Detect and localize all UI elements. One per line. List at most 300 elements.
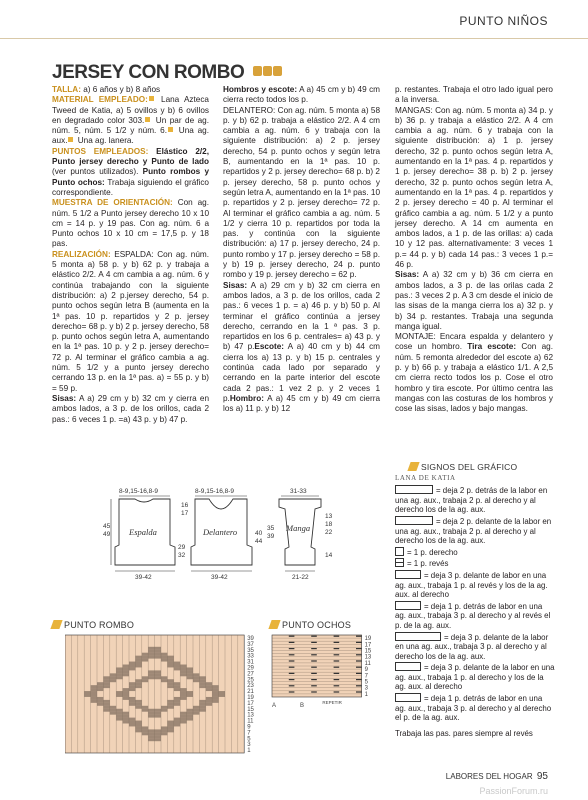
rombo-cell (142, 676, 148, 679)
rombo-cell (155, 715, 161, 718)
garment-schematics (97, 485, 377, 581)
delantero-right-a: 40 (255, 530, 263, 537)
rombo-cell (180, 667, 186, 670)
tira-label: Tira escote: (461, 342, 517, 352)
rombo-cell (135, 721, 141, 724)
rombo-cell (180, 712, 186, 715)
rombo-cell (91, 685, 97, 688)
rombo-cell (161, 659, 167, 662)
rombo-row-number: 5 (247, 736, 251, 743)
rombo-cell (206, 700, 212, 703)
rombo-cell (219, 694, 225, 697)
ochos-row-number: 1 (364, 691, 368, 698)
rombo-cell (135, 726, 141, 729)
rombo-cell (167, 729, 173, 732)
rombo-cell (84, 691, 90, 694)
rombo-cell (206, 703, 212, 706)
ochos-repeat-label: REPETIR (322, 700, 342, 705)
rombo-cell (187, 676, 193, 679)
legend-item: = deja 3 p. delante de la labor en una ag. aux., trabaja 1 p. al derecho y los de la ag. aux. al derecho (395, 663, 555, 692)
rombo-cell (199, 709, 205, 712)
rombo-cell (123, 688, 129, 691)
ochos-purl-mark (334, 685, 340, 686)
rombo-cell (187, 673, 193, 676)
cross-back-1-3-knit-icon (395, 693, 421, 702)
rombo-cell (116, 667, 122, 670)
rombo-cell (187, 670, 193, 673)
rombo-chart-title: PUNTO ROMBO (64, 620, 135, 630)
legend-item: = deja 2 p. detrás de la labor en una ag. aux., trabaja 2 p. al derecho y al derecho los de la ag. aux. (395, 486, 548, 515)
ochos-purl-mark (334, 667, 340, 668)
rombo-cell (193, 679, 199, 682)
rombo-cell (161, 729, 167, 732)
muestra-text: Con ag. núm. 5 1/2 a Punto jersey derecho 10 x 10 cm = 14 p. y 19 pas. Con ag. núm. 6 a Punto ochos 10 x 10 cm = 17,5 p. y 18 pas. (52, 198, 210, 249)
ochos-purl-mark (356, 667, 362, 668)
manga-top-measure: 31-33 (290, 488, 307, 495)
legend-item: = deja 3 p. delante de la labor en una ag. aux., trabaja 3 p. al derecho y al derecho los de la ag. aux. (395, 632, 549, 661)
rombo-cell (116, 673, 122, 676)
ochos-purl-mark (289, 648, 295, 649)
ochos-purl-mark (334, 642, 340, 643)
rombo-row-number: 27 (247, 671, 254, 678)
espalda-right-b: 32 (178, 552, 186, 559)
rombo-cell (155, 670, 161, 673)
ochos-row-number: 3 (364, 685, 368, 692)
rombo-row-number: 23 (247, 683, 254, 690)
col3-text-1: p. restantes. Trabaja el otro lado igual pero a la inversa. (395, 85, 553, 105)
rombo-cell (123, 673, 129, 676)
rombo-cell (129, 682, 135, 685)
legend-item: = deja 1 p. detrás de labor en una ag. aux., trabaja 3 p. al derecho y al derecho el p. de la ag. aux. (395, 694, 552, 723)
sisas-text: A a) 29 cm y b) 32 cm y cierra en ambos lados, a 3 p. de los orillos, cada 2 pas.: 6 veces 1 p. =a) 43 p. y b) 47 p. (52, 393, 209, 424)
rombo-cell (110, 709, 116, 712)
rombo-cell (167, 724, 173, 727)
rombo-row-number: 29 (247, 665, 254, 672)
rombo-cell (155, 656, 161, 659)
legend-item: = deja 1 p. detrás de labor en una ag. aux., trabaja 3 p. al derecho y al revés el p. de la ag. aux. (395, 601, 551, 630)
pencil-icon (268, 620, 280, 629)
rombo-cell (91, 691, 97, 694)
ochos-purl-mark (356, 685, 362, 686)
rombo-row-number: 13 (247, 712, 254, 719)
rombo-cell (148, 676, 154, 679)
ochos-purl-mark (356, 691, 362, 692)
rombo-cell (142, 709, 148, 712)
rombo-cell (129, 685, 135, 688)
manga-right-a: 13 (325, 513, 333, 520)
rombo-cell (155, 738, 161, 741)
realizacion-text: ESPALDA: Con ag. núm. 5 monta a) 58 p. y b) 62 p. y trabaja a elástico 2/2. A 4 cm cambia a ag. núm. 6 y continúa trabajando con la siguiente distribución: a) 2 p.jersey derecho, 54 p. punto ochos según letra B (aumenta en la 1ª pas. 10 p. repartidos y 2 p. jersey derecho= 68 p. y b) 2 p. jersey derecho, 58 p. punto ochos según letra A, aumentando en la 1ª pas. 10 p. y 2 p. jersey derecho= 72 p. Al terminar el gráfico cambia a ag. núm. 5 1/2 y a punto jersey derecho cerrando 13 p. en la 1ª pas. a) = 55 p. y b) = 59 p. (52, 249, 209, 393)
rombo-cell (142, 659, 148, 662)
rombo-cell (142, 706, 148, 709)
rombo-cell (148, 673, 154, 676)
signos-subtitle: LANA DE KATIA (395, 473, 456, 482)
rombo-cell (180, 715, 186, 718)
ochos-purl-mark (334, 654, 340, 655)
rombo-cell (167, 659, 173, 662)
rombo-cell (174, 665, 180, 668)
pencil-icon (50, 620, 62, 629)
rombo-cell (129, 721, 135, 724)
rombo-cell (142, 656, 148, 659)
puntos-label: PUNTOS EMPLEADOS: (52, 146, 149, 156)
montaje-text: MONTAJE: Encara espalda y delantero y cose un hombro. (395, 332, 553, 352)
rombo-cell (206, 682, 212, 685)
rombo-cell (135, 679, 141, 682)
rombo-cell (135, 703, 141, 706)
puntos-text-2: Trabaja siguiendo el gráfico correspondiente. (52, 177, 209, 197)
ochos-row-number: 9 (364, 667, 368, 674)
section-tag: PUNTO NIÑOS (459, 14, 548, 28)
rombo-cell (167, 706, 173, 709)
rombo-cell (129, 688, 135, 691)
rombo-cell (174, 662, 180, 665)
page-title: JERSEY CON ROMBO (52, 62, 245, 83)
rombo-cell (167, 721, 173, 724)
cable-front-2-icon (395, 516, 433, 525)
rombo-cell (116, 694, 122, 697)
signos-title: SIGNOS DEL GRÁFICO (421, 462, 518, 472)
ochos-purl-mark (289, 673, 295, 674)
rombo-cell (103, 676, 109, 679)
rombo-cell (148, 715, 154, 718)
legend-item: = deja 3 p. delante de labor en una ag. aux., trabaja 1 p. al revés y los de la ag. aux. al derecho (395, 570, 548, 600)
rombo-cell (103, 709, 109, 712)
ochos-purl-mark (311, 685, 317, 686)
ochos-grid (270, 633, 390, 723)
ochos-purl-mark (311, 648, 317, 649)
cable-front-3-icon (395, 632, 441, 641)
rombo-cell (123, 718, 129, 721)
page-footer (446, 771, 548, 782)
rombo-cell (135, 659, 141, 662)
rombo-cell (103, 700, 109, 703)
pencil-icon (407, 462, 419, 471)
column-2 (223, 85, 380, 415)
escote-label: Escote: (254, 342, 284, 352)
rombo-cell (174, 700, 180, 703)
rombo-cell (161, 706, 167, 709)
puntos-text-1: (ver puntos utilizados). (52, 167, 139, 177)
bullet-icon (68, 137, 73, 142)
ochos-purl-mark (311, 691, 317, 692)
rombo-cell (167, 679, 173, 682)
ochos-row-number: 13 (364, 654, 372, 661)
rombo-cell (142, 726, 148, 729)
legend-item: = 1 p. revés (395, 558, 555, 569)
rombo-cell (199, 703, 205, 706)
rombo-cell (161, 709, 167, 712)
ochos-chart (270, 633, 390, 728)
rombo-cell (116, 715, 122, 718)
rombo-cell (123, 670, 129, 673)
rombo-cell (219, 691, 225, 694)
material-text-3: Una ag. aux. (52, 126, 210, 146)
espalda-left-a: 45 (103, 523, 111, 530)
sisas-label: Sisas: (395, 270, 420, 280)
ochos-purl-mark (289, 636, 295, 637)
rombo-cell (116, 691, 122, 694)
rombo-cell (167, 700, 173, 703)
rombo-cell (103, 682, 109, 685)
rombo-cell (148, 656, 154, 659)
rombo-cell (91, 697, 97, 700)
hombro-text: A a) 45 cm y b) 49 cm cierra los a) 11 p. y b) 12 (223, 393, 380, 414)
rombo-cell (110, 676, 116, 679)
rombo-cell (148, 650, 154, 653)
rombo-cell (110, 712, 116, 715)
rombo-cell (123, 694, 129, 697)
ochos-purl-mark (311, 679, 317, 680)
rombo-grid (65, 633, 265, 758)
rombo-row-number: 7 (247, 730, 251, 737)
rombo-cell (103, 679, 109, 682)
rombo-cell (174, 685, 180, 688)
rombo-cell (187, 715, 193, 718)
ochos-purl-mark (356, 642, 362, 643)
column-1 (52, 85, 209, 425)
puntos-bold-1: Elástico 2/2, Punto jersey derecho y Punto de lado (52, 146, 209, 167)
rombo-cell (187, 694, 193, 697)
cross-front-3-1-icon (395, 570, 421, 579)
rombo-cell (206, 688, 212, 691)
signos-legend (395, 462, 555, 738)
delantero-left-a: 16 (181, 502, 189, 509)
cross-back-1-3-icon (395, 601, 421, 610)
rombo-cell (180, 670, 186, 673)
ochos-purl-mark (356, 679, 362, 680)
rombo-cell (193, 673, 199, 676)
rombo-cell (142, 729, 148, 732)
delantero-left-b: 17 (181, 510, 189, 517)
rombo-cell (187, 691, 193, 694)
ochos-row-number: 17 (364, 642, 372, 649)
rombo-cell (129, 662, 135, 665)
rombo-cell (155, 673, 161, 676)
hombros-text: A a) 45 cm y b) 49 cm cierra recto todos los p. (223, 85, 380, 105)
rombo-cell (116, 712, 122, 715)
rombo-cell (155, 735, 161, 738)
rombo-cell (212, 694, 218, 697)
cross-front-3-1-knit-icon (395, 662, 421, 671)
manga-left-b: 39 (267, 533, 275, 540)
rombo-cell (180, 694, 186, 697)
rombo-cell (187, 712, 193, 715)
rombo-cell (123, 712, 129, 715)
material-text: Lana Azteca Tweed de Katia, a) 5 ovillos y b) 6 ovillos en degradado color 303. (52, 95, 209, 125)
rombo-row-number: 1 (247, 748, 251, 755)
rombo-cell (199, 706, 205, 709)
rombo-cell (161, 679, 167, 682)
rombo-cell (135, 729, 141, 732)
ochos-purl-mark (334, 679, 340, 680)
rombo-cell (155, 653, 161, 656)
rombo-cell (155, 709, 161, 712)
rombo-cell (212, 688, 218, 691)
rombo-cell (167, 665, 173, 668)
rombo-cell (206, 685, 212, 688)
rombo-cell (161, 656, 167, 659)
manga-label: Manga (286, 523, 311, 533)
rombo-cell (103, 706, 109, 709)
ochos-purl-mark (356, 648, 362, 649)
rombo-cell (193, 712, 199, 715)
sisas-text: A a) 32 cm y b) 36 cm cierra en ambos lados, a 3 p. de las orilas cada 2 pas.: 3 veces 2 p. A 3 cm desde el inicio de las sisas de la manga cierra los a) 32 p. y b) 34 p. restantes. Trabaja una segunda manga igual. (395, 270, 553, 331)
cable-back-2-icon (395, 485, 433, 494)
rombo-cell (180, 673, 186, 676)
legend-item: = 1 p. derecho (395, 547, 555, 558)
rombo-cell (199, 679, 205, 682)
rombo-cell (212, 700, 218, 703)
rombo-cell (123, 715, 129, 718)
purl-stitch-icon (395, 558, 404, 567)
material-label: MATERIAL EMPLEADO: (52, 95, 148, 105)
rombo-cell (135, 662, 141, 665)
rombo-cell (110, 706, 116, 709)
rombo-cell (174, 682, 180, 685)
rombo-cell (167, 682, 173, 685)
rombo-cell (123, 721, 129, 724)
delantero-label: Delantero (203, 527, 238, 537)
espalda-schematic (103, 488, 186, 581)
rombo-cell (161, 676, 167, 679)
rombo-cell (187, 709, 193, 712)
rombo-cell (116, 709, 122, 712)
ochos-purl-mark (334, 636, 340, 637)
rombo-cell (97, 682, 103, 685)
ochos-purl-mark (356, 654, 362, 655)
rombo-cell (123, 665, 129, 668)
ochos-purl-mark (334, 648, 340, 649)
rombo-cell (180, 718, 186, 721)
signos-footer-note: Trabaja las pas. pares siempre al revés (395, 728, 533, 738)
rombo-cell (135, 665, 141, 668)
escote-text: A a) 40 cm y b) 44 cm cierra los a) 13 p. y b) 15 p. centrales y continúa cada lado por separado y cerrando en la parte interior del escote cada 2 pas.: 1 vez 2 p. y 2 veces 1 p. (223, 342, 380, 403)
rombo-cell (212, 691, 218, 694)
rombo-cell (167, 662, 173, 665)
rombo-cell (199, 685, 205, 688)
rombo-cell (180, 721, 186, 724)
yarn-balls-icon (253, 63, 283, 81)
rombo-cell (84, 694, 90, 697)
manga-left-a: 35 (267, 525, 275, 532)
ochos-purl-mark (289, 654, 295, 655)
espalda-bottom-measure: 39-42 (135, 574, 152, 581)
sisas-text: A a) 29 cm y b) 32 cm cierra en ambos lados, a 3 p. de los orillos, cada 2 pas.: 6 veces 1 p. = a) 46 p. y b) 50 p. Al terminar el gráfico continúa a jersey derecho, cerrando en la 1 ª pas. 3 p. repartidos en los 6 p. centrales= a) 43 p. y b) 47 p. (223, 280, 380, 352)
rombo-cell (116, 670, 122, 673)
rombo-cell (110, 679, 116, 682)
rombo-cell (129, 703, 135, 706)
rombo-row-number: 21 (247, 689, 254, 696)
bullet-icon (149, 96, 154, 101)
ochos-purl-mark (289, 660, 295, 661)
rombo-row-number: 31 (247, 659, 254, 666)
rombo-cell (135, 682, 141, 685)
ochos-row-number: 15 (364, 648, 372, 655)
rombo-cell (129, 667, 135, 670)
rombo-cell (155, 647, 161, 650)
ochos-purl-mark (334, 660, 340, 661)
ochos-purl-mark (311, 673, 317, 674)
header-rule (0, 38, 588, 39)
rombo-cell (174, 703, 180, 706)
rombo-row-number: 15 (247, 706, 254, 713)
rombo-cell (135, 656, 141, 659)
rombo-cell (135, 700, 141, 703)
espalda-top-measure: 8-9,15-16,8-9 (119, 488, 159, 495)
rombo-cell (167, 726, 173, 729)
rombo-row-number: 33 (247, 653, 254, 660)
ochos-purl-mark (334, 673, 340, 674)
ochos-purl-mark (289, 685, 295, 686)
material-text-4: Una ag. lanera. (75, 136, 134, 146)
delantero-bottom-measure: 39-42 (211, 574, 228, 581)
manga-right-b: 18 (325, 521, 333, 528)
ochos-row-number: 11 (364, 660, 371, 667)
rombo-cell (187, 667, 193, 670)
rombo-row-number: 3 (247, 742, 251, 749)
rombo-cell (187, 718, 193, 721)
knit-stitch-icon (395, 547, 404, 556)
rombo-cell (174, 718, 180, 721)
rombo-cell (155, 676, 161, 679)
rombo-cell (193, 676, 199, 679)
hombros-label: Hombros y escote: (223, 85, 298, 94)
ochos-purl-mark (311, 660, 317, 661)
rombo-cell (193, 706, 199, 709)
ochos-purl-mark (311, 642, 317, 643)
rombo-row-number: 11 (247, 718, 254, 725)
rombo-cell (97, 697, 103, 700)
ochos-purl-mark (289, 679, 295, 680)
rombo-cell (123, 667, 129, 670)
rombo-cell (167, 703, 173, 706)
bullet-icon (168, 127, 173, 132)
rombo-cell (174, 688, 180, 691)
manga-bottom-measure: 21-22 (292, 574, 309, 581)
sisas-label: Sisas: (52, 393, 77, 403)
rombo-cell (174, 667, 180, 670)
ochos-purl-mark (334, 691, 340, 692)
rombo-cell (148, 670, 154, 673)
rombo-cell (180, 691, 186, 694)
ochos-purl-mark (356, 673, 362, 674)
title-block (52, 62, 292, 84)
ochos-purl-mark (289, 642, 295, 643)
ochos-purl-mark (356, 660, 362, 661)
rombo-cell (161, 732, 167, 735)
rombo-cell (174, 721, 180, 724)
rombo-cell (91, 688, 97, 691)
rombo-chart-title-block (52, 620, 134, 630)
rombo-cell (135, 706, 141, 709)
rombo-cell (155, 650, 161, 653)
ochos-row-number: 5 (364, 679, 368, 686)
rombo-cell (91, 700, 97, 703)
puntos-bold-2: Punto rombos y Punto ochos: (52, 167, 210, 187)
rombo-cell (142, 653, 148, 656)
legend-item: = deja 2 p. delante de la labor en una ag. aux., trabaja 2 p. al derecho y al derecho los de la ag. aux. (395, 516, 552, 546)
ochos-purl-mark (311, 636, 317, 637)
rombo-cell (148, 647, 154, 650)
rombo-row-number: 9 (247, 724, 251, 731)
ochos-purl-mark (356, 636, 362, 637)
hombro-label: Hombro: (229, 393, 264, 403)
rombo-cell (180, 697, 186, 700)
rombo-cell (212, 685, 218, 688)
rombo-cell (180, 688, 186, 691)
tira-text: Con ag. núm. 5 remonta alrededor del escote a) 62 p. y b) 66 p. y trabaja a elástico 1/1. A 2,5 cm cierra recto todos los p. Cose el otro hombro y tira escote. Por último centra las mangas con las costuras de los hombros y cose las sisas, lados y bajo mangas. (395, 342, 553, 414)
